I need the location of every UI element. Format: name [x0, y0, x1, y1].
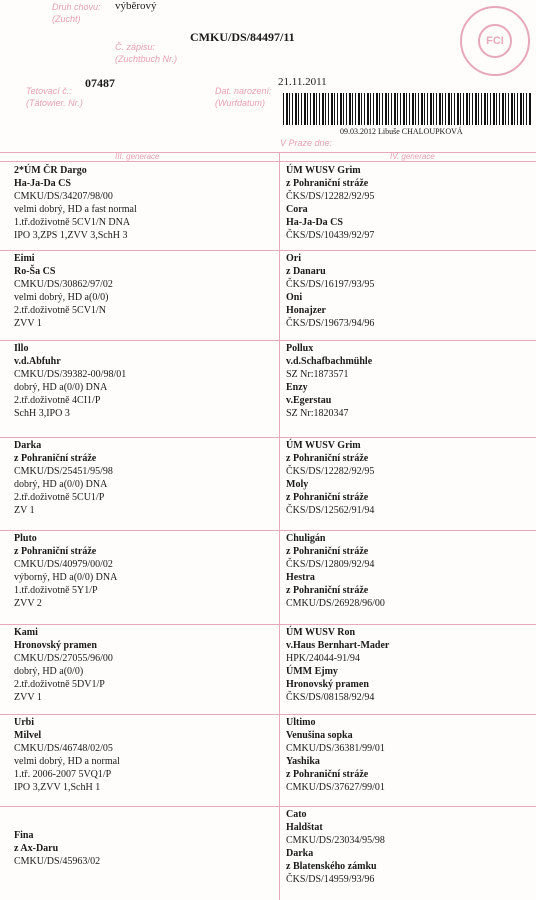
left-cell-line: velmi dobrý, HD a fast normal	[14, 204, 137, 215]
left-cell-line: CMKU/DS/39382-00/98/01	[14, 369, 127, 380]
left-cell-line: ZV 1	[14, 505, 35, 516]
narozeni-value: 21.11.2011	[278, 76, 327, 88]
left-cell	[14, 816, 100, 868]
left-cell-line: výborný, HD a(0/0) DNA	[14, 572, 118, 583]
left-cell-line: velmi dobrý, HD a normal	[14, 756, 120, 767]
left-cell-line: CMKU/DS/46748/02/05	[14, 743, 113, 754]
left-cell-line: dobrý, HD a(0/0) DNA	[14, 479, 108, 490]
row-divider	[0, 806, 536, 807]
right-cell-line: Pollux	[286, 343, 314, 354]
left-cell-line: CMKU/DS/25451/95/98	[14, 466, 113, 477]
right-cell-line: ČKS/DS/16197/93/95	[286, 279, 375, 290]
right-cell-line: v.Haus Bernhart-Mader	[286, 640, 390, 651]
right-cell-line: ČKS/DS/12809/92/94	[286, 559, 375, 570]
right-cell-line: z Pohraniční stráže	[286, 769, 369, 780]
right-cell-line: z Danaru	[286, 266, 326, 277]
right-cell-line: z Pohraniční stráže	[286, 585, 369, 596]
right-cell	[286, 164, 374, 242]
right-cell-line: Moly	[286, 479, 309, 490]
right-cell-line: z Pohraniční stráže	[286, 492, 369, 503]
left-cell-line: velmi dobrý, HD a(0/0)	[14, 292, 109, 303]
right-cell-line: Ultimo	[286, 717, 316, 728]
right-cell-line: Honajzer	[286, 305, 326, 316]
row-divider	[0, 250, 536, 251]
left-cell	[14, 252, 113, 330]
left-cell-line: SchH 3,IPO 3	[14, 408, 70, 419]
praze-label: V Praze dne:	[280, 138, 333, 148]
zapis-value: CMKU/DS/84497/11	[190, 30, 295, 44]
druh-chovu-value: výběrový	[115, 0, 157, 12]
left-cell-line: z Pohraniční stráže	[14, 546, 97, 557]
right-cell-line: ČKS/DS/12282/92/95	[286, 191, 375, 202]
zapis-label: Č. zápisu:	[115, 42, 156, 52]
right-cell-line: ČKS/DS/08158/92/94	[286, 692, 375, 703]
left-cell-line: 2.tř.doživotně 4CI1/P	[14, 395, 101, 406]
left-cell	[14, 439, 113, 517]
left-cell-line: Ro-Ša CS	[14, 266, 56, 277]
right-cell-line: Ori	[286, 253, 301, 264]
right-cell-line: Chuligán	[286, 533, 326, 544]
left-cell-line: ZVV 1	[14, 318, 42, 329]
right-cell	[286, 716, 385, 794]
fci-logo: FCI	[478, 24, 512, 58]
narozeni-sub: (Wurfdatum)	[215, 98, 266, 108]
issue-line: 09.03.2012 Libuše CHALOUPKOVÁ	[340, 127, 463, 136]
right-cell-line: Hronovský pramen	[286, 679, 369, 690]
left-cell-line: Hronovský pramen	[14, 640, 97, 651]
left-cell-line: dobrý, HD a(0/0)	[14, 666, 84, 677]
right-cell-line: v.d.Schafbachmühle	[286, 356, 373, 367]
right-cell-line: Venušina sopka	[286, 730, 353, 741]
row-divider	[0, 714, 536, 715]
right-cell-line: z Blatenského zámku	[286, 861, 377, 872]
right-cell-line: Haldštat	[286, 822, 323, 833]
right-cell-line: Enzy	[286, 382, 308, 393]
left-cell-line: Milvel	[14, 730, 42, 741]
right-cell-line: ČKS/DS/19673/94/96	[286, 318, 375, 329]
right-cell	[286, 342, 372, 420]
left-cell-line: 2*ÚM ČR Dargo	[14, 165, 87, 176]
right-cell	[286, 532, 385, 610]
narozeni-label: Dat. narození:	[215, 86, 272, 96]
right-cell-line: ÚM WUSV Grim	[286, 165, 361, 176]
left-cell-line: 2.tř.doživotně 5CU1/P	[14, 492, 105, 503]
left-cell-line: z Ax-Daru	[14, 843, 59, 854]
left-cell-line: 2.tř.doživotně 5CV1/N	[14, 305, 106, 316]
right-cell-line: HPK/24044-91/94	[286, 653, 360, 664]
right-cell-line: Cora	[286, 204, 308, 215]
left-cell-line: dobrý, HD a(0/0) DNA	[14, 382, 108, 393]
right-cell	[286, 252, 374, 330]
row-divider	[0, 624, 536, 625]
right-cell	[286, 808, 385, 886]
left-cell-line: 2.tř.doživotně 5DV1/P	[14, 679, 105, 690]
right-cell-line: CMKU/DS/36381/99/01	[286, 743, 385, 754]
row-divider	[0, 340, 536, 341]
left-cell-line: 1.tř.doživotně 5CV1/N DNA	[14, 217, 131, 228]
right-cell-line: Ha-Ja-Da CS	[286, 217, 343, 228]
right-cell-line: ÚMM Ejmy	[286, 666, 338, 677]
right-cell-line: CMKU/DS/37627/99/01	[286, 782, 385, 793]
row-divider	[0, 530, 536, 531]
column-header-right: IV. generace	[390, 152, 435, 161]
right-cell-line: ČKS/DS/10439/92/97	[286, 230, 375, 241]
tetovaci-value: 07487	[85, 76, 115, 90]
left-cell-line: ZVV 2	[14, 598, 42, 609]
left-cell-line: 1.tř.doživotně 5Y1/P	[14, 585, 98, 596]
left-cell-line: z Pohraniční stráže	[14, 453, 97, 464]
pedigree-grid	[0, 152, 536, 900]
right-cell-line: ČKS/DS/12282/92/95	[286, 466, 375, 477]
left-cell-line: Darka	[14, 440, 42, 451]
right-cell-line: Darka	[286, 848, 314, 859]
left-cell-line: Eimi	[14, 253, 35, 264]
right-cell-line: Hestra	[286, 572, 315, 583]
right-cell-line: CMKU/DS/23034/95/98	[286, 835, 385, 846]
left-cell-line: Kami	[14, 627, 38, 638]
barcode	[283, 93, 531, 125]
left-cell-line: CMKU/DS/40979/00/02	[14, 559, 113, 570]
right-cell-line: z Pohraniční stráže	[286, 546, 369, 557]
left-cell-line: IPO 3,ZVV 1,SchH 1	[14, 782, 101, 793]
right-cell	[286, 626, 389, 704]
druh-chovu-sub: (Zucht)	[52, 14, 81, 24]
left-cell-line	[14, 816, 100, 829]
left-cell-line: ZVV 1	[14, 692, 42, 703]
druh-chovu-label: Druh chovu:	[52, 2, 101, 12]
right-cell-line: Oni	[286, 292, 303, 303]
left-cell-line: IPO 3,ZPS 1,ZVV 3,SchH 3	[14, 230, 128, 241]
right-cell	[286, 439, 374, 517]
left-cell-line: CMKU/DS/30862/97/02	[14, 279, 113, 290]
zapis-sub: (Zuchtbuch Nr.)	[115, 54, 178, 64]
left-cell-line: Illo	[14, 343, 29, 354]
left-cell	[14, 532, 117, 610]
left-cell-line: 1.tř. 2006-2007 5VQ1/P	[14, 769, 112, 780]
right-cell-line: Yashika	[286, 756, 320, 767]
left-cell	[14, 716, 120, 794]
left-cell-line: Urbi	[14, 717, 34, 728]
right-cell-line: CMKU/DS/26928/96/00	[286, 598, 385, 609]
left-cell-line: Ha-Ja-Da CS	[14, 178, 71, 189]
right-cell-line: SZ Nr:1820347	[286, 408, 349, 419]
column-header-left: III. generace	[115, 152, 160, 161]
tetovaci-sub: (Tätowier. Nr.)	[26, 98, 83, 108]
right-cell-line: ÚM WUSV Grim	[286, 440, 361, 451]
right-cell-line: z Pohraniční stráže	[286, 178, 369, 189]
right-cell-line: Cato	[286, 809, 307, 820]
left-cell-line: CMKU/DS/45963/02	[14, 856, 101, 867]
right-cell-line: SZ Nr:1873571	[286, 369, 349, 380]
left-cell-line: v.d.Abfuhr	[14, 356, 61, 367]
left-cell	[14, 164, 137, 242]
left-cell-line: CMKU/DS/27055/96/00	[14, 653, 113, 664]
left-cell-line: Fina	[14, 830, 34, 841]
tetovaci-label: Tetovací č.:	[26, 86, 72, 96]
fci-seal	[460, 6, 530, 76]
right-cell-line: ÚM WUSV Ron	[286, 627, 356, 638]
right-cell-line: v.Egerstau	[286, 395, 332, 406]
right-cell-line: ČKS/DS/14959/93/96	[286, 874, 375, 885]
left-cell	[14, 626, 113, 704]
left-cell-line: CMKU/DS/34207/98/00	[14, 191, 113, 202]
right-cell-line: ČKS/DS/12562/91/94	[286, 505, 375, 516]
row-divider	[0, 437, 536, 438]
left-cell	[14, 342, 126, 420]
right-cell-line: z Pohraniční stráže	[286, 453, 369, 464]
left-cell-line: Pluto	[14, 533, 37, 544]
